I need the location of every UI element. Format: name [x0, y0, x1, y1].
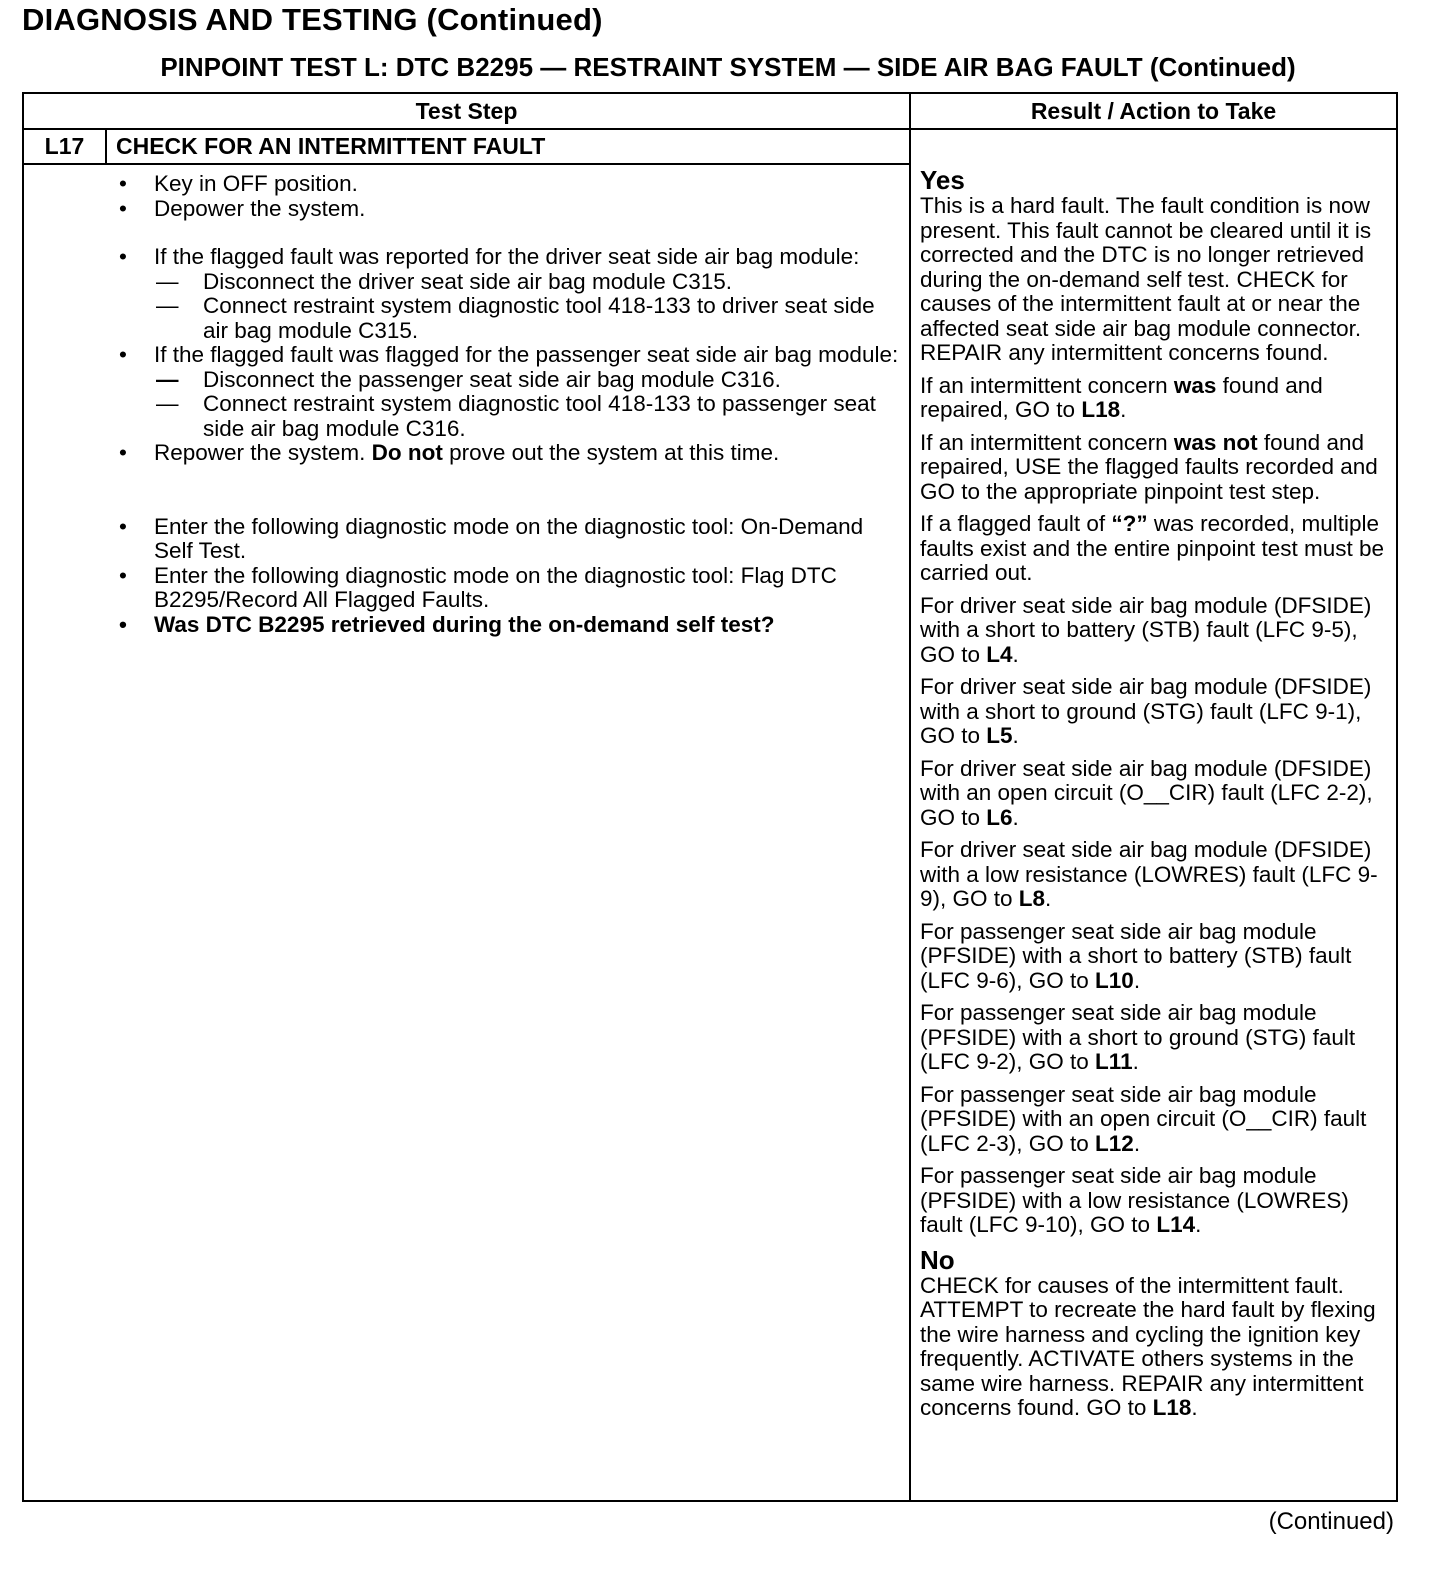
- goto-step: L11: [1095, 1049, 1133, 1074]
- step-bullet: • Enter the following diagnostic mode on the diagnostic tool: On-Demand Self Test.: [114, 515, 899, 564]
- result-routing: For driver seat side air bag module (DFSIDE) with a short to ground (STG) fault (LFC 9-1), GO to L5.: [920, 674, 1372, 748]
- test-step-instructions: [114, 172, 899, 637]
- no-text: CHECK for causes of the intermittent fault. ATTEMPT to recreate the hard fault by flexing the wire harness and cycling the ignition key frequently. ACTIVATE others systems in the same wire harness. REPAIR any intermittent concerns found. GO to L18.: [920, 1272, 1376, 1420]
- step-text-emphasis: Do not: [371, 440, 443, 465]
- step-id: L17: [44, 133, 85, 159]
- result-routing: For driver seat side air bag module (DFSIDE) with an open circuit (O__CIR) fault (LFC 2-2), GO to L6.: [920, 755, 1373, 830]
- pinpoint-test-title: PINPOINT TEST L: DTC B2295 — RESTRAINT SYSTEM — SIDE AIR BAG FAULT (Continued): [160, 52, 1296, 82]
- step-title: CHECK FOR AN INTERMITTENT FAULT: [116, 133, 546, 159]
- goto-step: L5: [986, 723, 1013, 748]
- result-action-column: [920, 166, 1396, 1429]
- column-header-test-step: Test Step: [415, 98, 518, 124]
- result-routing: For passenger seat side air bag module (PFSIDE) with a short to battery (STB) fault (LFC 9-6), GO to L10.: [920, 918, 1352, 993]
- step-text: prove out the system at this time.: [442, 440, 780, 465]
- pinpoint-test-table: [22, 92, 1398, 1502]
- step-bullet: [114, 441, 899, 466]
- step-bullet: • Depower the system.: [114, 197, 899, 222]
- dash-mark: —: [156, 391, 179, 416]
- no-label: No: [920, 1244, 955, 1275]
- result-routing: For passenger seat side air bag module (PFSIDE) with a low resistance (LOWRES) fault (LFC 9-10), GO to L14.: [920, 1163, 1349, 1237]
- dash-mark: —: [156, 268, 179, 294]
- goto-step: L4: [986, 641, 1013, 667]
- result-routing: For passenger seat side air bag module (PFSIDE) with a short to ground (STG) fault (LFC 9-2), GO to L11.: [920, 1000, 1356, 1074]
- goto-step: L14: [1156, 1212, 1196, 1237]
- goto-step: L10: [1095, 967, 1134, 993]
- dash-mark: —: [156, 293, 179, 318]
- result-routing: For driver seat side air bag module (DFSIDE) with a low resistance (LOWRES) fault (LFC 9-9), GO to L8.: [920, 837, 1378, 911]
- step-sub-item: [114, 294, 899, 343]
- step-sub-item: [114, 368, 899, 393]
- result-question-mark: If a flagged fault of “?” was recorded, multiple faults exist and the entire pinpoint test must be carried out.: [920, 511, 1385, 585]
- goto-step: L18: [1081, 397, 1121, 422]
- step-sub-text: Connect restraint system diagnostic tool 418-133 to passenger seat side air bag module C316.: [203, 391, 876, 441]
- step-text: Repower the system.: [154, 440, 372, 465]
- step-bullet: • If the flagged fault was flagged for the passenger seat side air bag module:: [114, 343, 899, 368]
- goto-step: L8: [1018, 886, 1046, 911]
- step-id-divider: [105, 129, 107, 164]
- step-bullet: • Enter the following diagnostic mode on the diagnostic tool: Flag DTC B2295/Record All Flagged Faults.: [114, 564, 899, 613]
- step-sub-text: Connect restraint system diagnostic tool 418-133 to driver seat side air bag module C315.: [203, 293, 875, 343]
- step-sub-text: Disconnect the driver seat side air bag module C315.: [203, 268, 733, 294]
- step-sub-item: [114, 392, 899, 441]
- goto-step: L6: [986, 804, 1013, 830]
- result-not-found: If an intermittent concern was not found and repaired, USE the flagged faults recorded and GO to the appropriate pinpoint test step.: [920, 429, 1378, 504]
- step-question: • Was DTC B2295 retrieved during the on-demand self test?: [114, 613, 899, 638]
- yes-label: Yes: [920, 165, 965, 195]
- step-sub-item: [114, 270, 899, 295]
- dash-mark: —: [156, 366, 179, 392]
- result-routing: For passenger seat side air bag module (PFSIDE) with an open circuit (O__CIR) fault (LFC 2-3), GO to L12.: [920, 1081, 1367, 1156]
- step-title-divider: [24, 163, 909, 165]
- yes-text: This is a hard fault. The fault condition is now present. This fault cannot be cleared until it is corrected and the DTC is no longer retrieved during the on-demand self test. CHECK for causes of the intermittent fault at or near the affected seat side air bag module connector. REPAIR any intermittent concerns found.: [920, 193, 1372, 365]
- step-bullet: • Key in OFF position.: [114, 172, 899, 197]
- page-heading: DIAGNOSIS AND TESTING (Continued): [22, 2, 603, 37]
- step-bullet: • If the flagged fault was reported for the driver seat side air bag module:: [114, 245, 899, 270]
- column-header-result: Result / Action to Take: [1030, 98, 1277, 124]
- result-routing: For driver seat side air bag module (DFSIDE) with a short to battery (STB) fault (LFC 9-5), GO to L4.: [920, 592, 1372, 667]
- goto-step: L12: [1095, 1130, 1134, 1156]
- result-found: If an intermittent concern was found and repaired, GO to L18.: [920, 372, 1323, 422]
- continued-footer: (Continued): [1268, 1508, 1394, 1535]
- goto-step: L18: [1152, 1395, 1192, 1420]
- step-sub-text: Disconnect the passenger seat side air bag module C316.: [203, 366, 781, 392]
- column-divider: [909, 94, 911, 1500]
